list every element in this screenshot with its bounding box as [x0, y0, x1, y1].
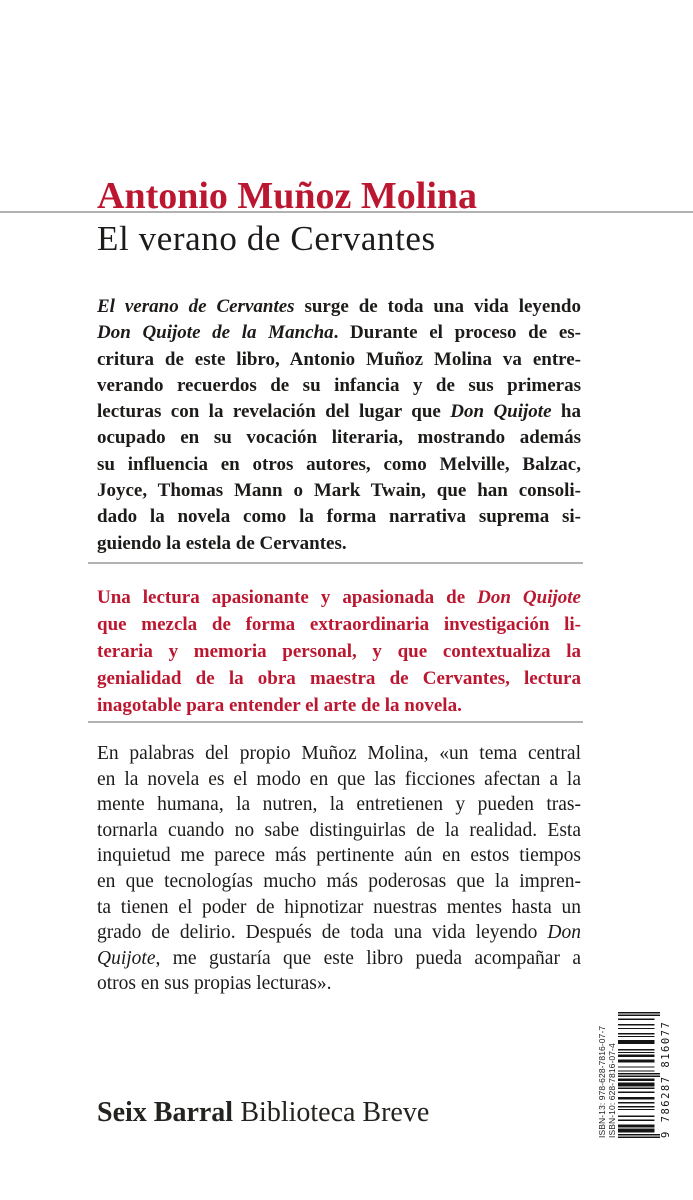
isbn10-text: ISBN-10: 628-7816-07-4 — [607, 1043, 617, 1138]
text-line: su influencia en otros autores, como Melville, Balzac, — [97, 453, 581, 475]
text-line: El verano de Cervantes surge de toda una vida leyendo — [97, 296, 582, 317]
text-line: lecturas con la revelación del lugar que Don Quijote ha — [97, 401, 581, 423]
text-line: ta tienen el poder de hipnotizar nuestras mentes hasta un — [97, 896, 581, 918]
isbn13-text: ISBN-13: 978-628-7816-07-7 — [597, 1025, 607, 1138]
text-line: que mezcla de forma extraordinaria investigación li- — [97, 614, 581, 635]
text-line: dado la novela como la forma narrativa suprema si- — [97, 506, 581, 528]
text-line: mente humana, la nutren, la entretienen y pueden tras- — [97, 794, 581, 816]
text-line: grado de delirio. Después de toda una vida leyendo Don — [97, 922, 581, 944]
author-quote-paragraph — [97, 741, 581, 997]
publisher-imprint: Seix Barral — [97, 1097, 234, 1128]
text-line: Don Quijote de la Mancha. Durante el proceso de es- — [97, 322, 581, 344]
text-line: en que tecnologías mucho más poderosas que la impren- — [97, 870, 581, 892]
text-line: Joyce, Thomas Mann o Mark Twain, que han consoli- — [97, 480, 581, 502]
divider-rule-bottom — [88, 721, 583, 723]
barcode-block — [597, 1012, 673, 1138]
highlight-paragraph — [97, 584, 581, 719]
text-line: inquietud me parece más pertinente aún en estos tiempos — [97, 845, 581, 867]
publisher-line — [97, 1098, 429, 1128]
barcode-rotated — [597, 1012, 673, 1138]
text-line: otros en sus propias lecturas». — [97, 973, 332, 995]
text-line: teraria y memoria personal, y que contextualiza la — [97, 641, 581, 662]
divider-rule-top — [88, 562, 583, 564]
text-line: guiendo la estela de Cervantes. — [97, 532, 347, 554]
text-line: Una lectura apasionante y apasionada de Don Quijote — [97, 587, 581, 608]
text-line: en la novela es el modo en que las ficciones afectan a la — [97, 768, 581, 790]
ean-number: 9 786287 816077 — [660, 1020, 672, 1138]
author-name: Antonio Muñoz Molina — [97, 175, 478, 217]
text-line: genialidad de la obra maestra de Cervantes, lectura — [97, 668, 581, 689]
text-line: verando recuerdos de su infancia y de sus primeras — [97, 374, 581, 396]
text-line: Quijote, me gustaría que este libro pueda acompañar a — [97, 947, 581, 969]
text-line: critura de este libro, Antonio Muñoz Molina va entre- — [97, 348, 581, 370]
synopsis-paragraph — [97, 294, 581, 557]
ean-barcode-icon — [618, 1012, 660, 1138]
text-line: tornarla cuando no sabe distinguirlas de la realidad. Esta — [97, 819, 581, 841]
text-line: ocupado en su vocación literaria, mostrando además — [97, 427, 581, 449]
text-line: inagotable para entender el arte de la novela. — [97, 695, 462, 716]
book-title: El verano de Cervantes — [97, 219, 436, 258]
text-line: En palabras del propio Muñoz Molina, «un tema central — [97, 743, 581, 764]
publisher-collection: Biblioteca Breve — [240, 1097, 430, 1128]
